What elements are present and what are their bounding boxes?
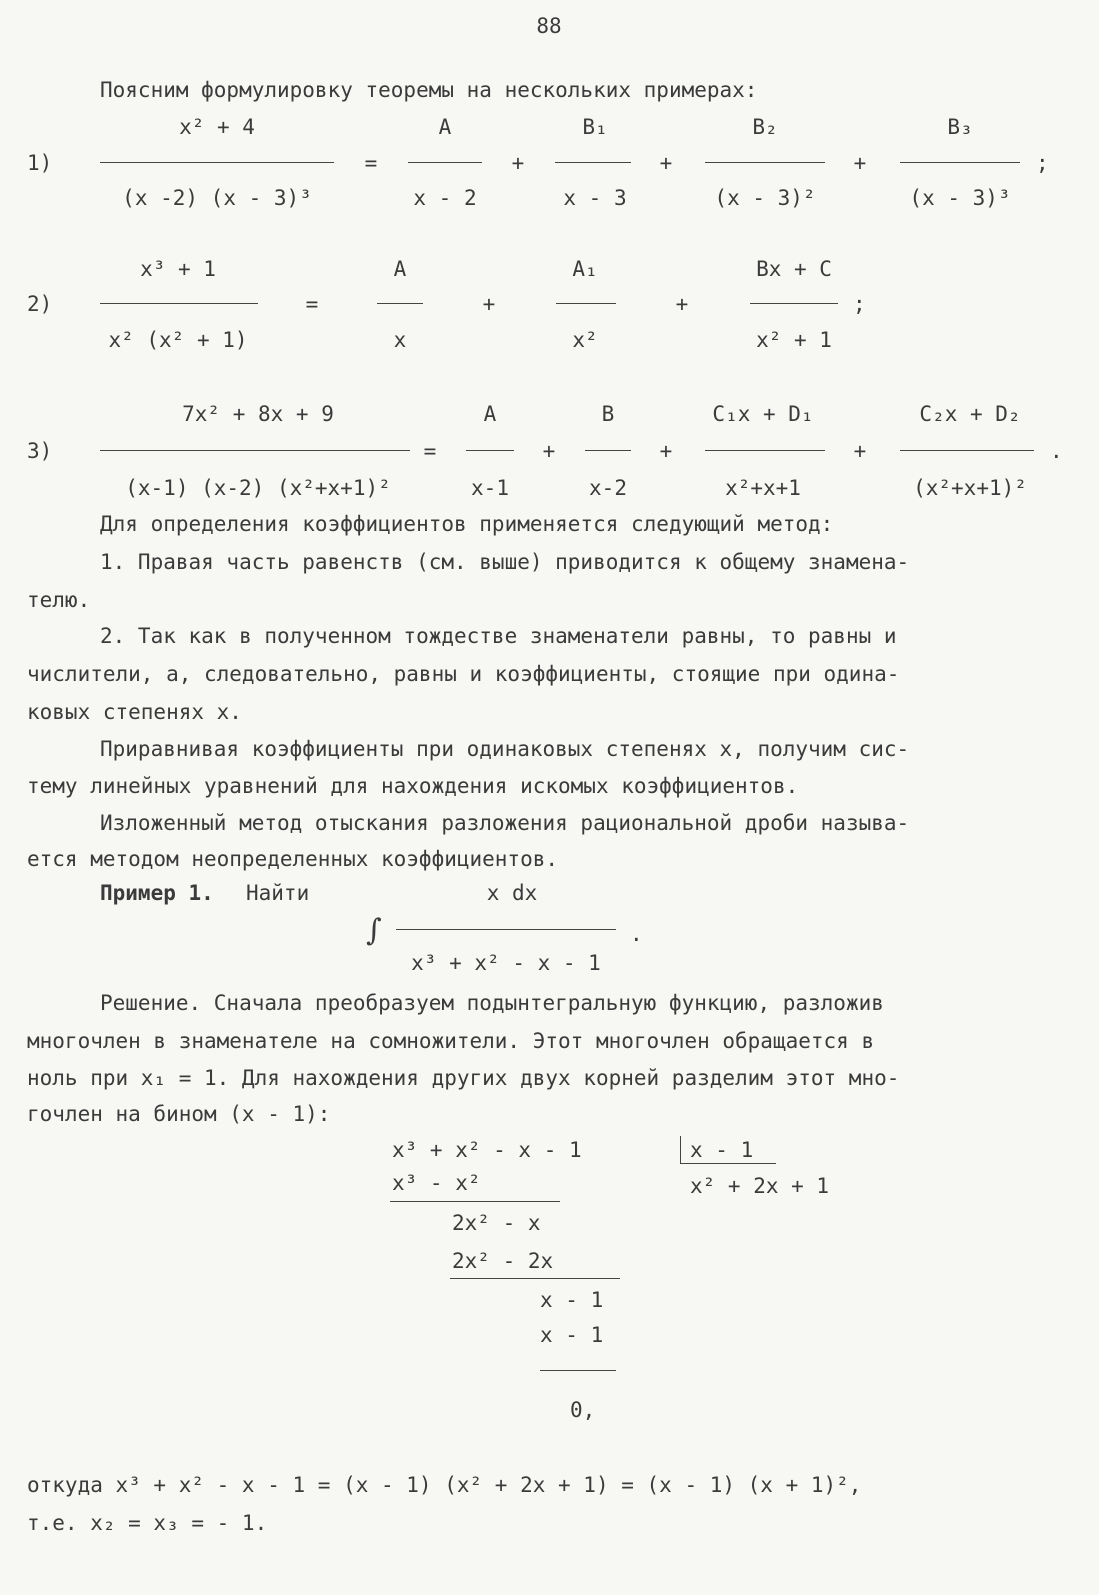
term-denominator: x²+x+1: [725, 476, 801, 500]
text-line: т.е. x₂ = x₃ = - 1.: [27, 1511, 268, 1535]
example-label: 1): [27, 151, 53, 175]
text-line: Приравнивая коэффициенты при одинаковых степенях x, получим сис-: [100, 737, 910, 761]
equals-sign: =: [364, 151, 378, 175]
fraction-bar: [750, 303, 838, 304]
term-numerator: A₁: [572, 257, 598, 281]
term-denominator: x² + 1: [756, 328, 832, 352]
integral-numerator: x dx: [486, 881, 538, 905]
lhs-denominator: x² (x² + 1): [108, 328, 248, 352]
find-word: Найти: [246, 881, 310, 905]
text-line: многочлен в знаменателе на сомножители. Этот многочлен обращается в: [27, 1029, 875, 1053]
dividend: x³ + x² - x - 1: [392, 1138, 582, 1162]
text-line: ется методом неопределенных коэффициентов.: [27, 847, 559, 871]
fraction-bar: [555, 162, 631, 163]
term-numerator: B₃: [947, 115, 973, 139]
plus-sign: +: [659, 151, 673, 175]
term-denominator: x - 3: [563, 186, 627, 210]
plus-sign: +: [542, 439, 556, 463]
fraction-bar: [100, 162, 334, 163]
plus-sign: +: [511, 151, 525, 175]
term-numerator: B₂: [752, 115, 778, 139]
text-line: Решение. Сначала преобразуем подынтегральную функцию, разложив: [100, 991, 884, 1015]
end-punctuation: ;: [853, 292, 866, 316]
divisor-bracket-vertical: [680, 1136, 681, 1163]
term-denominator: x²: [572, 328, 598, 352]
text-line: ковых степенях x.: [27, 700, 242, 724]
fraction-bar: [100, 303, 258, 304]
lhs-denominator: (x-1) (x-2) (x²+x+1)²: [125, 476, 391, 500]
fraction-bar: [900, 162, 1020, 163]
text-line: числители, а, следовательно, равны и коэффициенты, стоящие при одина-: [27, 662, 900, 686]
lhs-denominator: (x -2) (x - 3)³: [122, 186, 312, 210]
subtract-step-1: x³ - x²: [392, 1171, 481, 1195]
term-denominator: x: [393, 328, 407, 352]
end-punctuation: ;: [1036, 151, 1049, 175]
subtract-step-3: x - 1: [540, 1323, 604, 1347]
page-number: 88: [536, 14, 562, 38]
end-punctuation: .: [1050, 439, 1063, 463]
example-label: 3): [27, 439, 53, 463]
example-label: 2): [27, 292, 53, 316]
fraction-bar: [585, 450, 631, 451]
term-denominator: x-1: [471, 476, 509, 500]
text-line: телю.: [27, 588, 91, 612]
fraction-bar: [556, 303, 616, 304]
division-rule: [450, 1278, 620, 1279]
text-line: 1. Правая часть равенств (см. выше) приводится к общему знамена-: [100, 550, 910, 574]
subtract-step-2: 2x² - 2x: [452, 1249, 554, 1273]
term-denominator: (x²+x+1)²: [913, 476, 1027, 500]
term-numerator: A: [438, 115, 452, 139]
term-denominator: (x - 3)²: [714, 186, 816, 210]
division-rule: [540, 1370, 616, 1371]
lhs-numerator: 7x² + 8x + 9: [182, 402, 334, 426]
fraction-bar: [466, 450, 514, 451]
term-numerator: Bx + C: [756, 257, 832, 281]
term-denominator: x - 2: [413, 186, 477, 210]
term-numerator: A: [393, 257, 407, 281]
text-line: гочлен на бином (x - 1):: [27, 1102, 331, 1126]
text-line: тему линейных уравнений для нахождения искомых коэффициентов.: [27, 774, 799, 798]
example-heading: Пример 1.: [100, 881, 214, 905]
final-remainder: 0,: [570, 1398, 596, 1422]
text-line: Для определения коэффициентов применяется следующий метод:: [100, 512, 834, 536]
fraction-bar: [377, 303, 423, 304]
plus-sign: +: [853, 439, 867, 463]
plus-sign: +: [853, 151, 867, 175]
plus-sign: +: [659, 439, 673, 463]
end-punctuation: .: [630, 922, 643, 946]
remainder-1: 2x² - x: [452, 1211, 541, 1235]
quotient: x² + 2x + 1: [690, 1174, 830, 1198]
text-line: 2. Так как в полученном тождестве знаменатели равны, то равны и: [100, 624, 897, 648]
text-line: Изложенный метод отыскания разложения рациональной дроби называ-: [100, 811, 910, 835]
lhs-numerator: x³ + 1: [140, 257, 216, 281]
integral-denominator: x³ + x² - x - 1: [411, 951, 601, 975]
divisor: x - 1: [690, 1138, 754, 1162]
remainder-2: x - 1: [540, 1288, 604, 1312]
integral-sign: ∫: [366, 913, 382, 948]
term-denominator: x-2: [589, 476, 627, 500]
term-numerator: C₁x + D₁: [712, 402, 814, 426]
division-rule: [390, 1201, 560, 1202]
term-numerator: B: [601, 402, 615, 426]
fraction-bar: [396, 929, 616, 930]
fraction-bar: [705, 450, 825, 451]
plus-sign: +: [675, 292, 689, 316]
fraction-bar: [100, 450, 410, 451]
equals-sign: =: [423, 439, 437, 463]
intro-text: Поясним формулировку теоремы на нескольких примерах:: [100, 78, 758, 102]
lhs-numerator: x² + 4: [179, 115, 255, 139]
divisor-bracket-horizontal: [680, 1163, 776, 1164]
equals-sign: =: [305, 292, 319, 316]
fraction-bar: [408, 162, 482, 163]
plus-sign: +: [482, 292, 496, 316]
text-line: откуда x³ + x² - x - 1 = (x - 1) (x² + 2x + 1) = (x - 1) (x + 1)²,: [27, 1473, 862, 1497]
term-denominator: (x - 3)³: [909, 186, 1011, 210]
fraction-bar: [900, 450, 1034, 451]
fraction-bar: [705, 162, 825, 163]
term-numerator: A: [483, 402, 497, 426]
term-numerator: B₁: [582, 115, 608, 139]
text-line: ноль при x₁ = 1. Для нахождения других двух корней разделим этот мно-: [27, 1066, 900, 1090]
term-numerator: C₂x + D₂: [919, 402, 1021, 426]
